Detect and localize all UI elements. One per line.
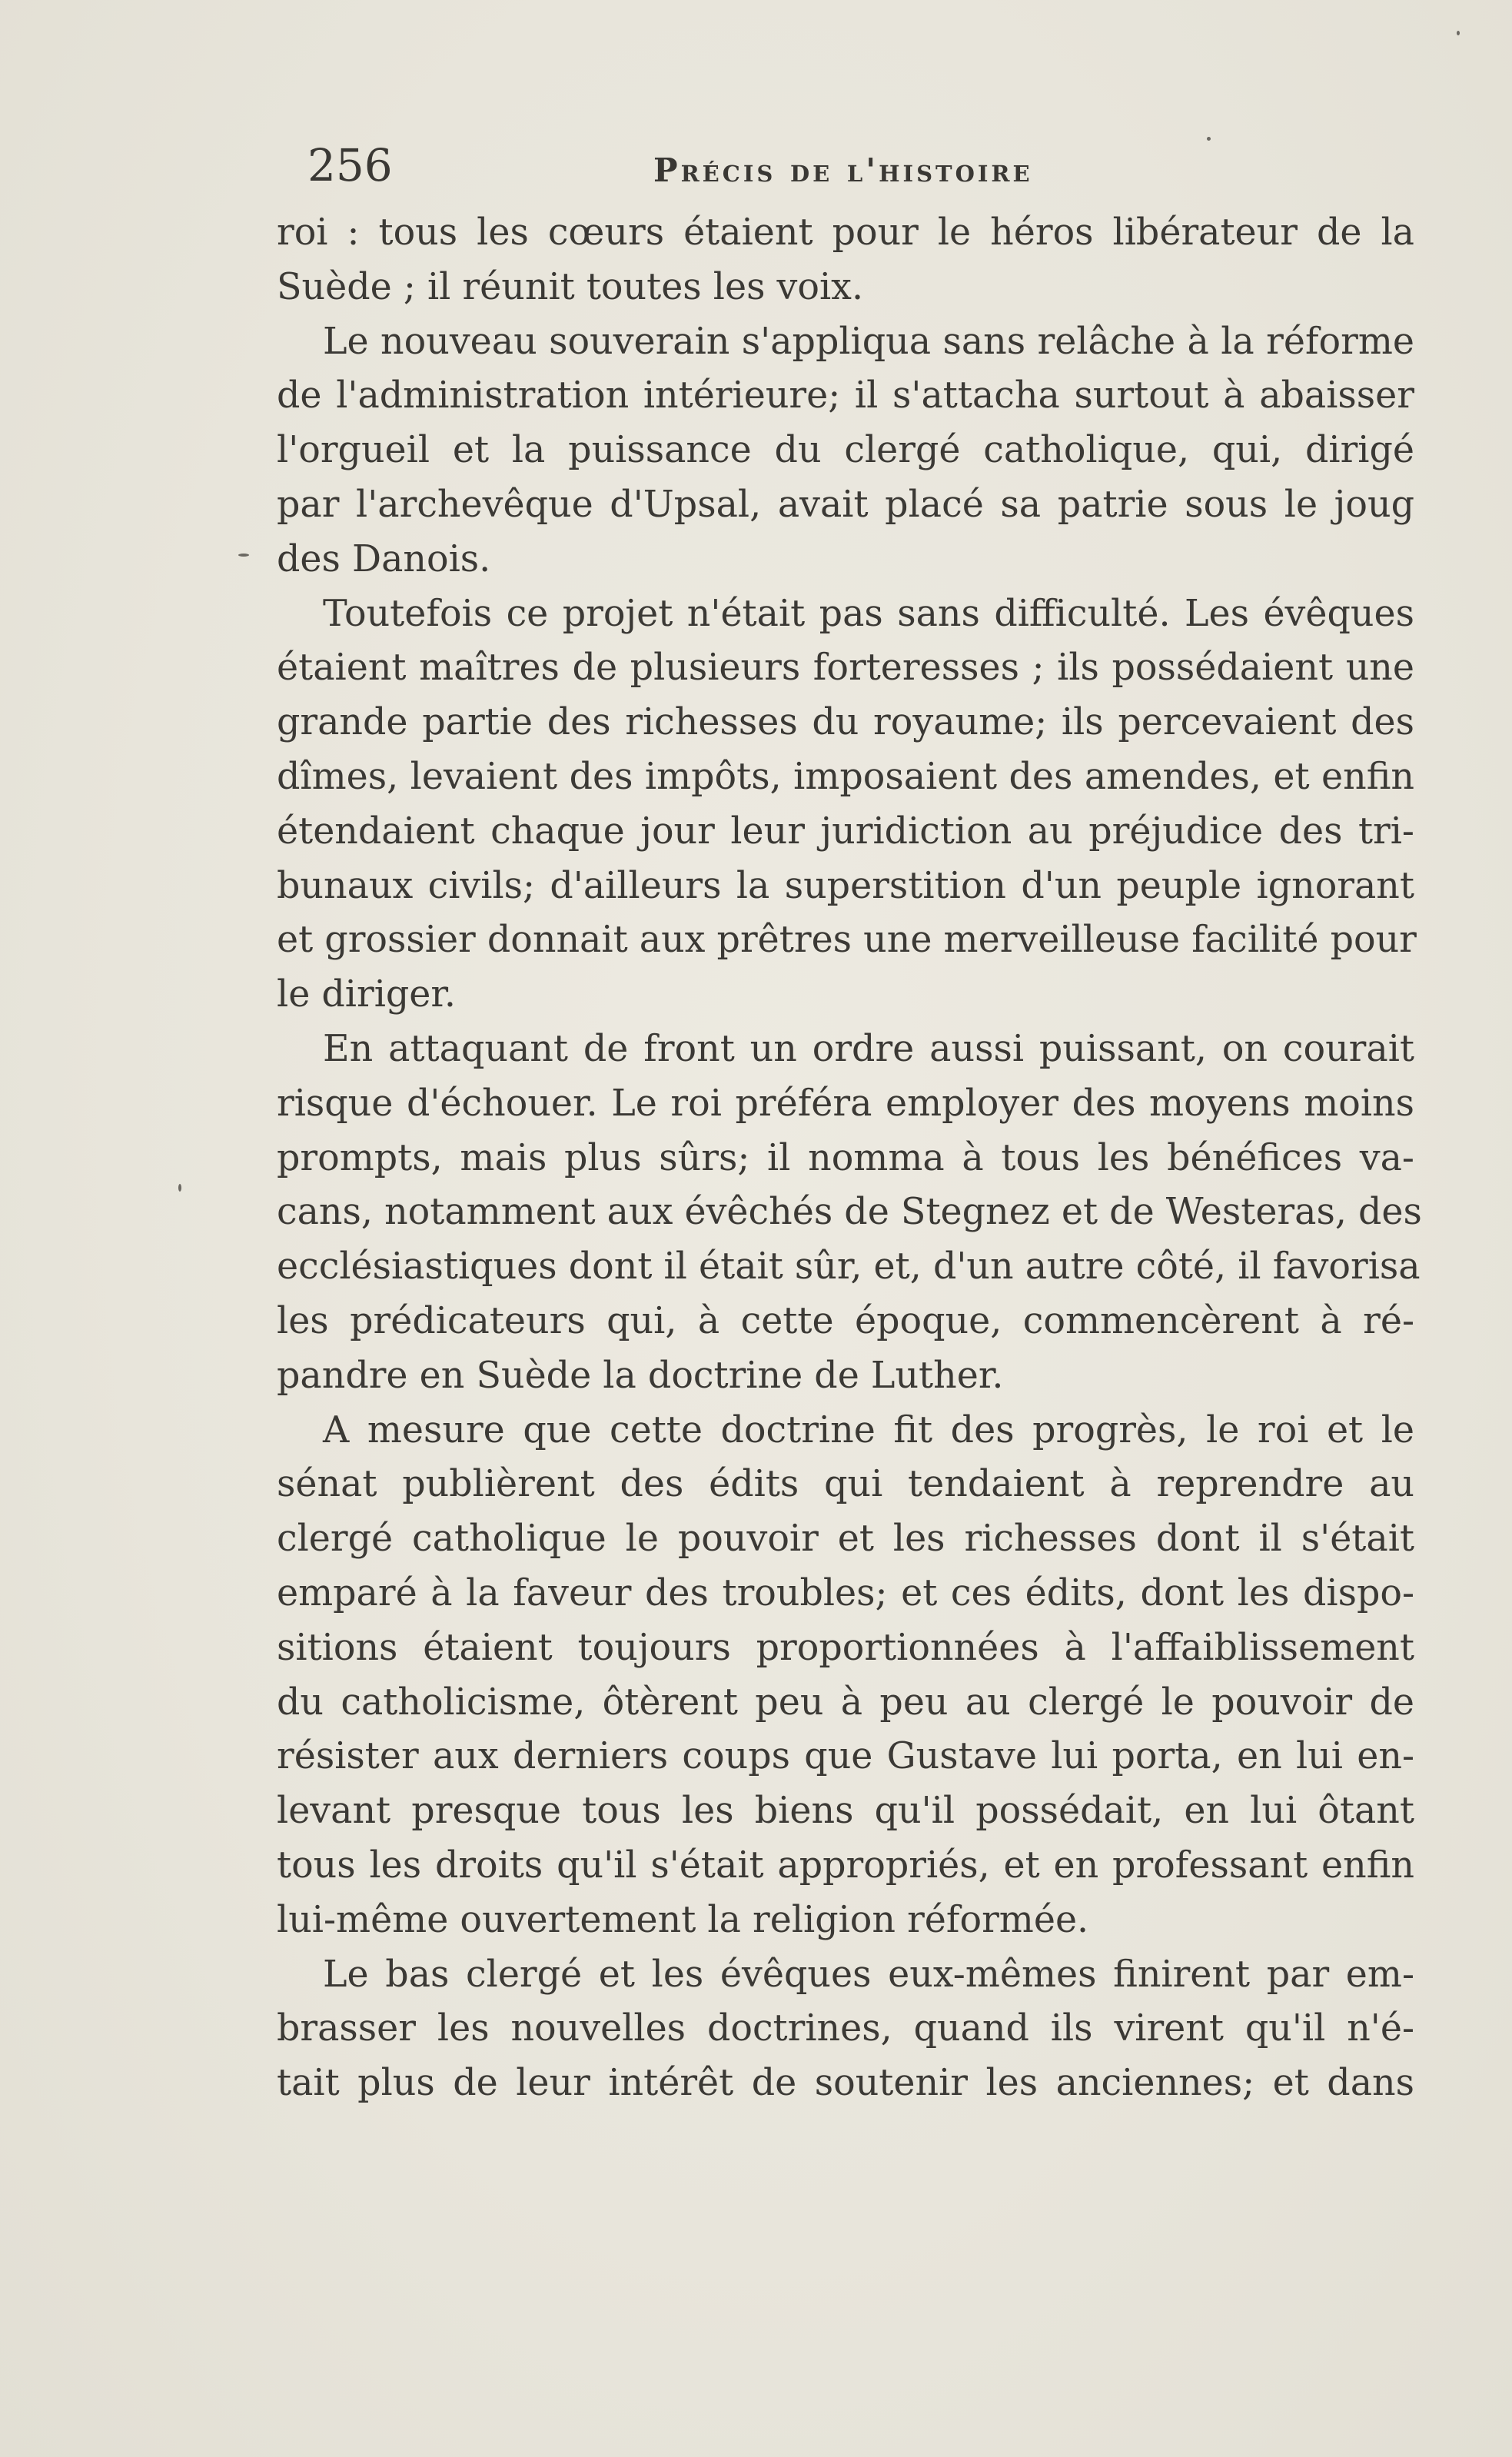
paper-speck xyxy=(1457,31,1460,35)
text-line: En attaquant de front un ordre aussi puissant, on courait xyxy=(323,1027,1414,1070)
text-line: sénat publièrent des édits qui tendaient à reprendre au xyxy=(277,1463,1414,1506)
text-line: risque d'échouer. Le roi préféra employer des moyens moins xyxy=(277,1082,1414,1125)
text-line: pandre en Suède la doctrine de Luther. xyxy=(277,1354,1004,1397)
text-line: du catholicisme, ôtèrent peu à peu au clergé le pouvoir de xyxy=(277,1681,1414,1724)
text-line: clergé catholique le pouvoir et les richesses dont il s'était xyxy=(277,1518,1414,1561)
text-line: par l'archevêque d'Upsal, avait placé sa patrie sous le joug xyxy=(277,483,1414,526)
text-line: lui-même ouvertement la religion réformée. xyxy=(277,1898,1089,1941)
text-line: le diriger. xyxy=(277,973,457,1016)
paper-speck xyxy=(178,1184,181,1192)
text-line: étaient maîtres de plusieurs forteresses ; ils possédaient une xyxy=(277,647,1414,690)
text-line: tous les droits qu'il s'était appropriés, et en professant enfin xyxy=(277,1844,1414,1887)
text-line: tait plus de leur intérêt de soutenir les anciennes; et dans xyxy=(277,2062,1414,2105)
paper-speck xyxy=(238,554,249,557)
text-line: prompts, mais plus sûrs; il nomma à tous les bénéfices va- xyxy=(277,1136,1414,1179)
text-line: ecclésiastiques dont il était sûr, et, d'un autre côté, il favorisa xyxy=(277,1245,1421,1288)
text-line: Suède ; il réunit toutes les voix. xyxy=(277,265,864,308)
text-line: emparé à la faveur des troubles; et ces édits, dont les dispo- xyxy=(277,1571,1414,1614)
text-line: cans, notamment aux évêchés de Stegnez et de Westeras, des xyxy=(277,1191,1422,1234)
text-line: bunaux civils; d'ailleurs la superstition d'un peuple ignorant xyxy=(277,864,1414,907)
text-line: Toutefois ce projet n'était pas sans difficulté. Les évêques xyxy=(323,592,1414,635)
text-line: levant presque tous les biens qu'il possédait, en lui ôtant xyxy=(277,1790,1414,1833)
text-line: Le nouveau souverain s'appliqua sans relâche à la réforme xyxy=(323,320,1414,363)
text-line: dîmes, levaient des impôts, imposaient des amendes, et enfin xyxy=(277,755,1414,798)
text-line: et grossier donnait aux prêtres une merveilleuse facilité pour xyxy=(277,919,1417,962)
text-line: de l'administration intérieure; il s'attacha surtout à abaisser xyxy=(277,374,1414,417)
text-line: les prédicateurs qui, à cette époque, commencèrent à ré- xyxy=(277,1299,1414,1342)
text-line: Le bas clergé et les évêques eux-mêmes finirent par em- xyxy=(323,1953,1414,1996)
paper-speck xyxy=(1207,137,1211,141)
body-text xyxy=(277,206,1422,2111)
text-line: des Danois. xyxy=(277,537,491,580)
text-line: étendaient chaque jour leur juridiction au préjudice des tri- xyxy=(277,810,1414,853)
text-line: grande partie des richesses du royaume; ils percevaient des xyxy=(277,701,1414,744)
page-header xyxy=(307,138,1384,200)
running-head: Précis de l'histoire xyxy=(653,151,1033,189)
page-number: 256 xyxy=(307,139,393,191)
text-line: A mesure que cette doctrine fit des progrès, le roi et le xyxy=(323,1408,1414,1451)
text-line: roi : tous les cœurs étaient pour le héros libérateur de la xyxy=(277,211,1414,254)
text-line: sitions étaient toujours proportionnées à l'affaiblissement xyxy=(277,1626,1414,1669)
text-line: brasser les nouvelles doctrines, quand ils virent qu'il n'é- xyxy=(277,2007,1414,2050)
text-line: l'orgueil et la puissance du clergé catholique, qui, dirigé xyxy=(277,429,1414,472)
text-line: résister aux derniers coups que Gustave lui porta, en lui en- xyxy=(277,1735,1414,1778)
